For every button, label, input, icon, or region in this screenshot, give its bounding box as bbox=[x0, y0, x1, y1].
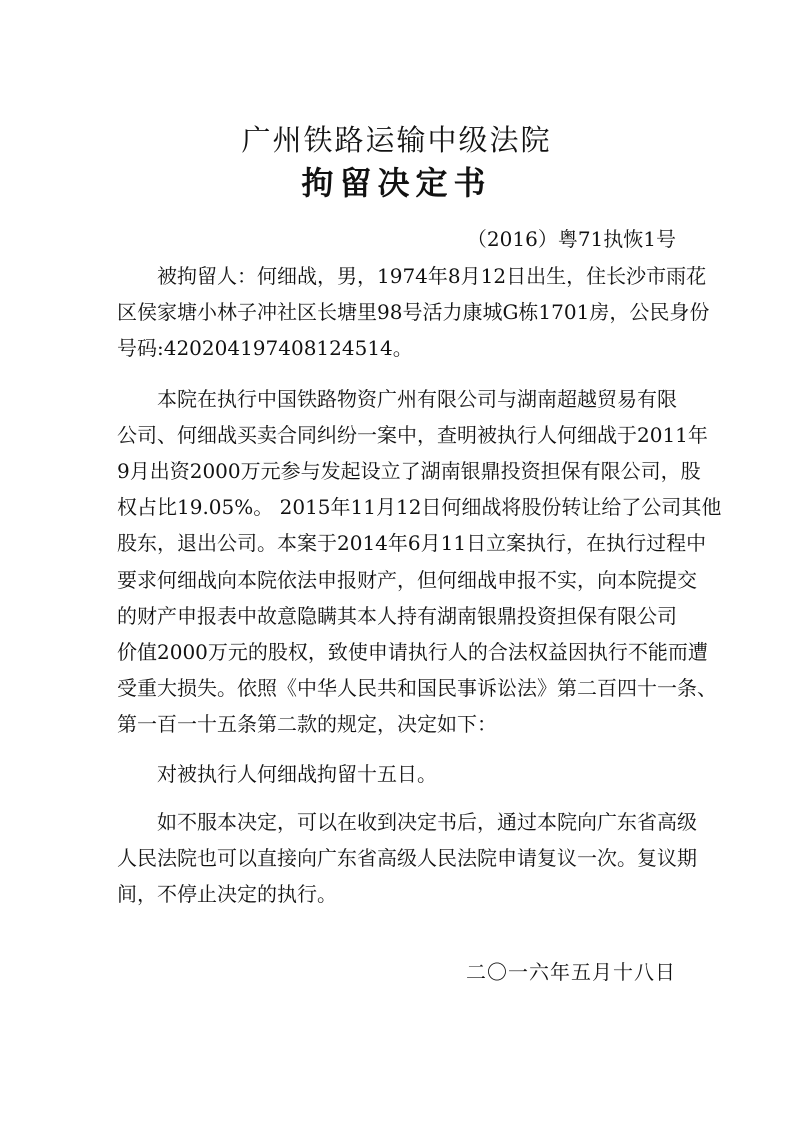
appeal-line-3: 间，不停止决定的执行。 bbox=[117, 882, 337, 906]
facts-line-8: 价值2000万元的股权，致使申请执行人的合法权益因执行不能而遭 bbox=[117, 640, 708, 664]
facts-line-10: 第一百一十五条第二款的规定，决定如下： bbox=[117, 712, 497, 736]
facts-line-7: 的财产申报表中故意隐瞒其本人持有湖南银鼎投资担保有限公司 bbox=[117, 604, 677, 628]
decision-line: 对被执行人何细战拘留十五日。 bbox=[157, 762, 437, 786]
issue-date: 二〇一六年五月十八日 bbox=[466, 960, 676, 984]
court-name: 广州铁路运输中级法院 bbox=[241, 123, 552, 157]
detainee-info-line-2: 区侯家塘小林子冲社区长塘里98号活力康城G栋1701房，公民身份 bbox=[117, 300, 710, 324]
facts-line-1: 本院在执行中国铁路物资广州有限公司与湖南超越贸易有限 bbox=[157, 387, 677, 411]
appeal-line-2: 人民法院也可以直接向广东省高级人民法院申请复议一次。复议期 bbox=[117, 846, 697, 870]
facts-line-5: 股东，退出公司。本案于2014年6月11日立案执行，在执行过程中 bbox=[117, 531, 707, 555]
case-number: （2016）粤71执恢1号 bbox=[466, 227, 676, 251]
facts-line-6: 要求何细战向本院依法申报财产，但何细战申报不实，向本院提交 bbox=[117, 568, 697, 592]
facts-line-3: 9月出资2000万元参与发起设立了湖南银鼎投资担保有限公司，股 bbox=[117, 459, 701, 483]
facts-line-2: 公司、何细战买卖合同纠纷一案中，查明被执行人何细战于2011年 bbox=[117, 423, 708, 447]
document-title: 拘留决定书 bbox=[301, 164, 492, 202]
appeal-line-1: 如不服本决定，可以在收到决定书后，通过本院向广东省高级 bbox=[157, 810, 697, 834]
facts-line-4: 权占比19.05%。 2015年11月12日何细战将股份转让给了公司其他 bbox=[117, 495, 722, 519]
facts-line-9: 受重大损失。依照《中华人民共和国民事诉讼法》第二百四十一条、 bbox=[117, 676, 717, 700]
detainee-info-line-3: 号码:420204197408124514。 bbox=[117, 336, 413, 360]
detainee-info-line-1: 被拘留人：何细战，男，1974年8月12日出生，住长沙市雨花 bbox=[157, 264, 707, 288]
